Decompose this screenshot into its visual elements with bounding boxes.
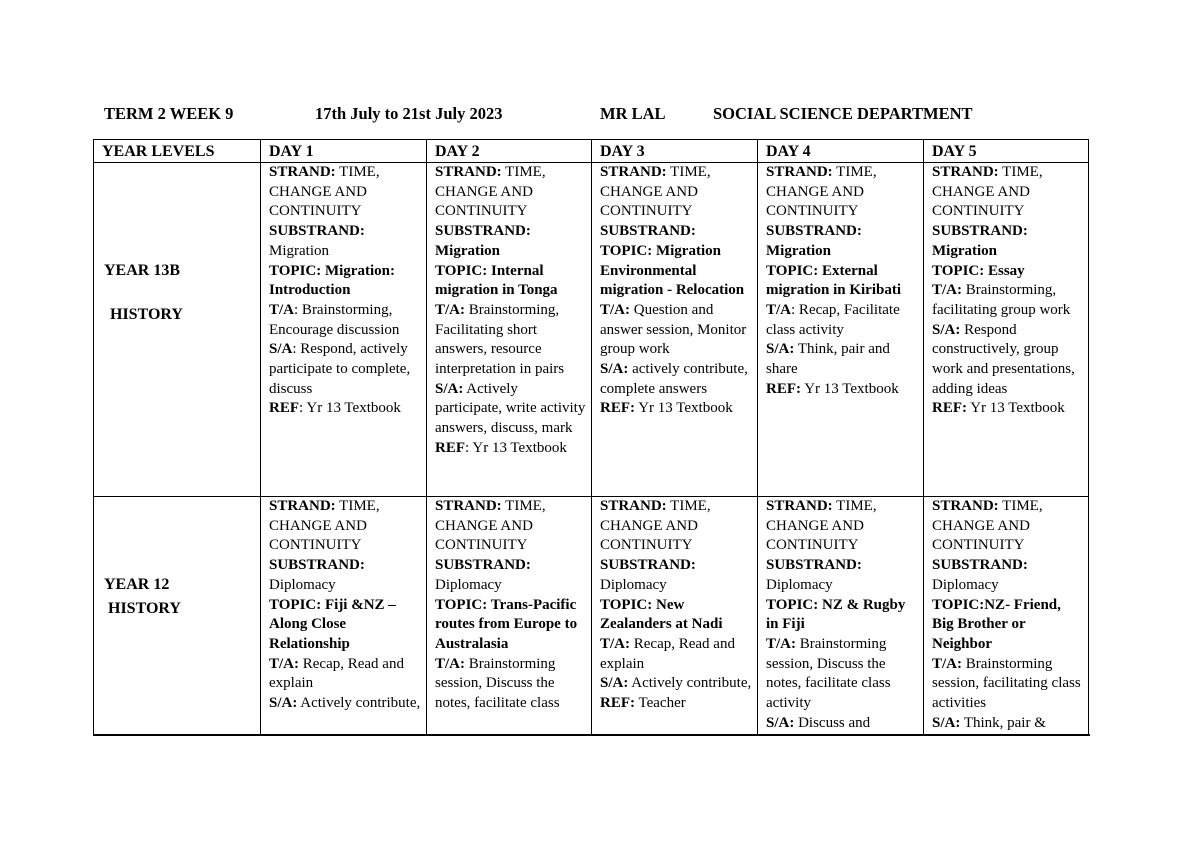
student-activity-entry [435,380,586,439]
topic-value: New Zealanders at Nadi [600,596,723,633]
teacher-activity-entry [932,655,1083,714]
topic-value: Internal migration in Tonga [435,262,558,299]
column-header-year-levels: YEAR LEVELS [94,140,261,163]
student-activity-label: S/A: [600,361,629,378]
year-level-cell [94,163,261,497]
strand-value: TIME, CHANGE AND CONTINUITY [435,498,546,554]
document-header [104,104,1084,128]
reference-entry [435,439,586,459]
reference-value: Teacher [635,695,686,712]
substrand-label: SUBSTRAND: [932,557,1028,574]
topic-label: TOPIC [932,596,980,613]
substrand-entry [269,222,421,261]
strand-value: TIME, CHANGE AND CONTINUITY [600,164,711,220]
substrand-label: SUBSTRAND: [600,557,696,574]
teacher-activity-value: : Brainstorming, Encourage discussion [269,301,400,338]
substrand-value: Migration [269,242,329,259]
reference-value: Yr 13 Textbook [967,400,1065,417]
day-1-plan-cell [261,497,427,737]
student-activity-value: Think, pair & [960,714,1046,731]
day-4-plan-cell [758,163,924,497]
strand-label: STRAND: [766,498,833,514]
column-header-day-3: DAY 3 [592,140,758,163]
topic-value: Trans-Pacific routes from Europe to Australasia [435,596,578,652]
reference-entry [600,694,752,714]
substrand-value: Migration [435,242,500,259]
strand-entry [932,497,1083,556]
substrand-entry [600,556,752,595]
substrand-entry [269,556,421,595]
day-2-plan-cell [427,163,592,497]
substrand-value: Diplomacy [435,576,502,593]
substrand-value: Diplomacy [932,576,999,593]
topic-entry [766,596,918,635]
strand-label: STRAND: [269,498,336,514]
teacher-activity-label: T/A: [435,301,465,318]
student-activity-value: actively contribute, complete answers [600,361,748,397]
strand-entry [600,163,752,222]
student-activity-entry [269,694,421,714]
substrand-label: SUBSTRAND: [600,223,696,240]
teacher-activity-entry [766,301,918,340]
day-5-plan-cell [924,163,1089,497]
strand-label: STRAND: [932,498,999,514]
strand-label: STRAND: [269,164,336,180]
teacher-activity-entry [766,635,918,714]
topic-entry [435,596,586,655]
substrand-value: Migration [766,242,831,259]
substrand-label: SUBSTRAND: [269,223,365,240]
reference-entry [932,399,1083,419]
topic-label: TOPIC: [600,242,656,259]
teacher-activity-value: Recap, Read and explain [600,635,735,672]
teacher-activity-label: T/A: [932,655,962,672]
teacher-activity-label: T/A: [269,655,299,672]
teacher-activity-entry [269,301,421,340]
substrand-entry [932,222,1083,261]
student-activity-entry [600,674,752,694]
strand-value: TIME, CHANGE AND CONTINUITY [269,164,380,220]
strand-value: TIME, CHANGE AND CONTINUITY [932,164,1043,220]
reference-value: Yr 13 Textbook [635,400,733,417]
topic-value: NZ & Rugby in Fiji [766,596,906,633]
student-activity-value: : Respond, actively participate to complete, discuss [269,341,411,397]
teacher-activity-value: Brainstorming session, Discuss the notes, facilitate class [435,655,560,712]
day-1-plan-cell [261,163,427,497]
day-5-plan-cell [924,497,1089,737]
student-activity-entry [269,340,421,399]
reference-entry [766,380,918,400]
strand-value: TIME, CHANGE AND CONTINUITY [435,164,546,220]
column-header-day-2: DAY 2 [427,140,592,163]
substrand-label: SUBSTRAND: [435,557,531,574]
substrand-entry [932,556,1083,595]
term-week: TERM 2 WEEK 9 [104,104,234,123]
table-header-row [94,140,1089,163]
teacher-activity-label: T/A: [435,655,465,672]
student-activity-entry [766,340,918,379]
table-row [94,163,1089,497]
day-3-plan-cell [592,497,758,737]
reference-entry [269,399,421,419]
strand-label: STRAND: [932,164,999,180]
teacher-name: MR LAL [600,104,666,123]
student-activity-label: S/A: [269,695,298,712]
teacher-activity-label: T/A: [932,282,962,299]
reference-value: : Yr 13 Textbook [465,439,567,456]
student-activity-label: S/A [269,341,293,358]
subject-name: HISTORY [108,600,181,617]
column-header-day-4: DAY 4 [758,140,924,163]
student-activity-value: Actively contribute, [297,695,421,712]
reference-label: REF: [600,695,635,712]
year-level-name: YEAR 13B [104,262,181,279]
substrand-entry [600,222,752,242]
student-activity-label: S/A: [932,321,961,338]
student-activity-entry [766,714,918,734]
topic-label: TOPIC: [766,596,822,613]
topic-value: Essay [987,262,1025,279]
topic-label: TOPIC: [600,596,656,613]
topic-value: :NZ- Friend, Big Brother or Neighbor [932,596,1061,652]
topic-label: TOPIC: [435,596,491,613]
strand-value: TIME, CHANGE AND CONTINUITY [600,498,711,554]
student-activity-value: Discuss and [794,714,871,731]
student-activity-value: Actively contribute, [628,675,752,692]
substrand-label: SUBSTRAND: [932,223,1028,240]
strand-entry [766,497,918,556]
topic-label: TOPIC: [269,596,325,613]
strand-entry [932,163,1083,222]
subject-name: HISTORY [110,306,183,323]
reference-label: REF: [766,380,801,397]
topic-entry [600,596,752,635]
topic-value: Fiji &NZ – Along Close Relationship [269,596,396,652]
student-activity-label: S/A: [600,675,629,692]
student-activity-entry [932,321,1083,400]
department-name: SOCIAL SCIENCE DEPARTMENT [713,104,973,123]
strand-value: TIME, CHANGE AND CONTINUITY [766,164,877,220]
teacher-activity-label: T/A: [600,301,630,318]
topic-entry [932,596,1083,655]
topic-label: TOPIC: [435,262,491,279]
teacher-activity-entry [932,281,1083,320]
year-level-wrapper [102,163,255,493]
topic-value: Migration: Introduction [269,262,395,299]
topic-entry [766,262,918,301]
teacher-activity-value: Brainstorming, facilitating group work [932,282,1071,318]
substrand-entry [435,222,586,261]
day-2-plan-cell [427,497,592,737]
substrand-value: Migration [932,242,997,259]
reference-label: REF: [932,400,967,417]
strand-value: TIME, CHANGE AND CONTINUITY [766,498,877,554]
substrand-label: SUBSTRAND: [766,223,862,240]
strand-label: STRAND: [600,164,667,180]
reference-value: : Yr 13 Textbook [299,400,401,417]
substrand-value: Diplomacy [766,576,833,593]
student-activity-label: S/A: [932,714,961,731]
teacher-activity-entry [435,655,586,714]
student-activity-value: Actively participate, write activity answers, discuss, mark [435,380,586,437]
strand-entry [269,497,421,556]
substrand-entry [766,556,918,595]
student-activity-value: Respond constructively, group work and presentations, adding ideas [932,321,1075,397]
planner-table-container [93,139,1090,736]
teacher-activity-value: Brainstorming session, facilitating class activities [932,655,1081,712]
column-header-day-5: DAY 5 [924,140,1089,163]
topic-value: : External migration in Kiribati [766,262,901,299]
column-header-day-1: DAY 1 [261,140,427,163]
strand-entry [600,497,752,556]
student-activity-label: S/A: [766,714,795,731]
teacher-activity-entry [600,635,752,674]
student-activity-entry [932,714,1083,734]
substrand-entry [435,556,586,595]
date-range: 17th July to 21st July 2023 [315,104,503,123]
teacher-activity-value: Recap, Read and explain [269,655,404,692]
teacher-activity-value: : Recap, Facilitate class activity [766,301,900,338]
teacher-activity-entry [600,301,752,360]
topic-entry [932,262,1083,282]
strand-label: STRAND: [435,498,502,514]
day-3-plan-cell [592,163,758,497]
day-4-plan-cell [758,497,924,737]
strand-label: STRAND: [766,164,833,180]
reference-label: REF: [600,400,635,417]
strand-entry [435,163,586,222]
topic-label: TOPIC [766,262,814,279]
topic-label: TOPIC: [269,262,325,279]
year-level-name: YEAR 12 [104,576,170,593]
substrand-entry [766,222,918,261]
student-activity-label: S/A: [766,341,795,358]
student-activity-value: Think, pair and share [766,341,890,378]
teacher-activity-entry [435,301,586,380]
reference-entry [600,399,752,419]
table-row [94,497,1089,737]
strand-value: TIME, CHANGE AND CONTINUITY [269,498,380,554]
substrand-value: Diplomacy [269,576,336,593]
teacher-activity-value: Brainstorming session, Discuss the notes, facilitate class activity [766,635,891,712]
strand-label: STRAND: [435,164,502,180]
substrand-label: SUBSTRAND: [766,557,862,574]
topic-entry [269,262,421,301]
teacher-activity-value: Question and answer session, Monitor group work [600,301,747,358]
topic-entry [600,242,752,301]
teacher-activity-value: Brainstorming, Facilitating short answers, resource interpretation in pairs [435,301,565,378]
student-activity-entry [600,360,752,399]
year-level-wrapper [102,497,255,733]
substrand-label: SUBSTRAND: [269,557,365,574]
substrand-label: SUBSTRAND: [435,223,531,240]
topic-entry [269,596,421,655]
teacher-activity-label: T/A: [766,635,796,652]
strand-value: TIME, CHANGE AND CONTINUITY [932,498,1043,554]
year-level-cell [94,497,261,737]
teacher-activity-label: T/A: [600,635,630,652]
topic-value: Migration Environmental migration - Relocation [600,242,745,299]
weekly-planner-table [93,139,1089,736]
teacher-activity-label: T/A [269,301,295,318]
student-activity-label: S/A: [435,380,464,397]
strand-entry [435,497,586,556]
reference-label: REF [269,400,299,417]
reference-label: REF [435,439,465,456]
substrand-value: Diplomacy [600,576,667,593]
strand-entry [269,163,421,222]
teacher-activity-entry [269,655,421,694]
strand-entry [766,163,918,222]
teacher-activity-label: T/A [766,301,792,318]
reference-value: Yr 13 Textbook [801,380,899,397]
topic-label: TOPIC: [932,262,988,279]
topic-entry [435,262,586,301]
strand-label: STRAND: [600,498,667,514]
